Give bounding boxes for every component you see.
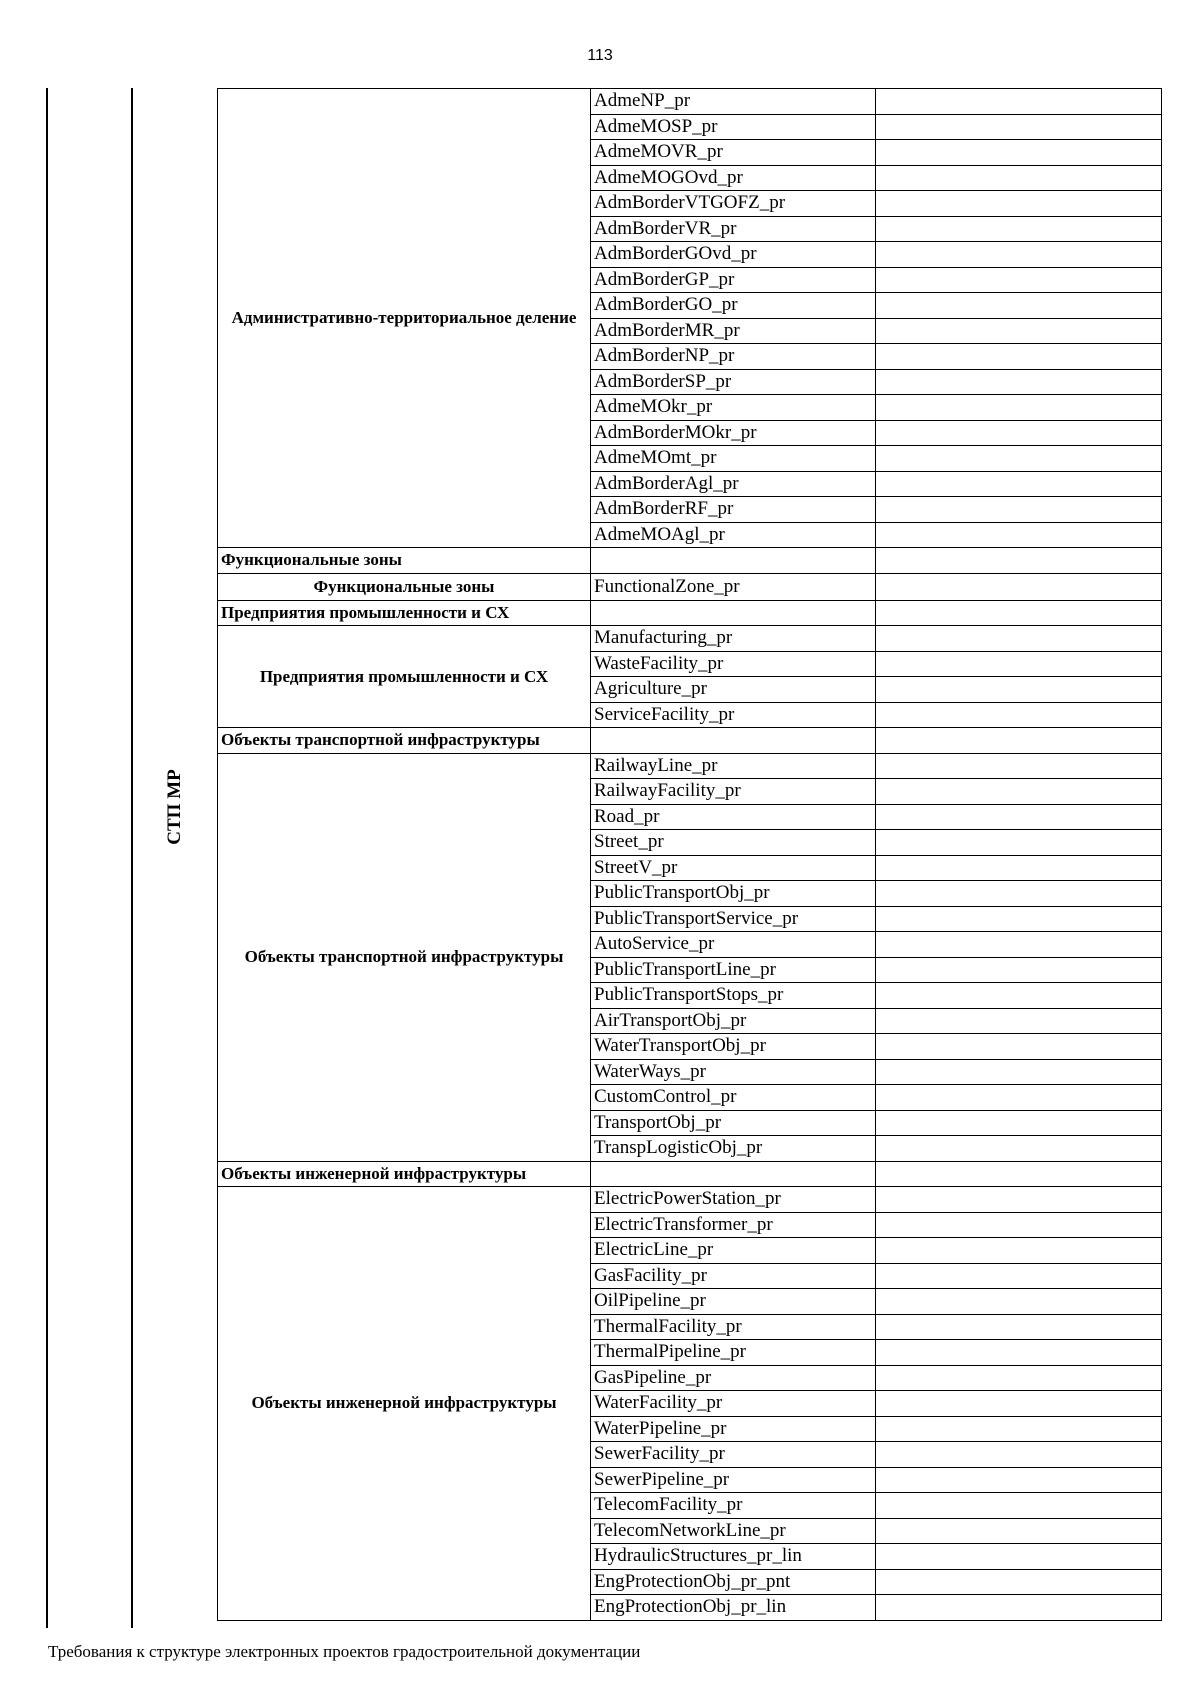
- layer-name: ServiceFacility_pr: [591, 702, 876, 728]
- layer-name: AdmeMOVR_pr: [591, 140, 876, 166]
- layer-name: ElectricPowerStation_pr: [591, 1187, 876, 1213]
- layer-name: AdmBorderGP_pr: [591, 267, 876, 293]
- category-empty-cell: [591, 548, 876, 574]
- layer-empty-cell: [876, 677, 1162, 703]
- layer-empty-cell: [876, 1544, 1162, 1570]
- layer-name: AdmBorderMR_pr: [591, 318, 876, 344]
- layer-empty-cell: [876, 1518, 1162, 1544]
- layer-row: [218, 89, 1162, 115]
- group-label: Административно-территориальное деление: [218, 89, 591, 548]
- layer-name: Road_pr: [591, 804, 876, 830]
- layer-empty-cell: [876, 1416, 1162, 1442]
- layer-empty-cell: [876, 1569, 1162, 1595]
- layer-empty-cell: [876, 522, 1162, 548]
- category-label: Функциональные зоны: [218, 548, 591, 574]
- layer-name: Manufacturing_pr: [591, 626, 876, 652]
- layer-name: AdmeMOSP_pr: [591, 114, 876, 140]
- layer-empty-cell: [876, 114, 1162, 140]
- layer-name: GasFacility_pr: [591, 1263, 876, 1289]
- layer-empty-cell: [876, 267, 1162, 293]
- layer-name: AdmeMOAgl_pr: [591, 522, 876, 548]
- layer-name: HydraulicStructures_pr_lin: [591, 1544, 876, 1570]
- category-empty-cell: [591, 600, 876, 626]
- layers-table-body: [218, 89, 1162, 1621]
- layer-empty-cell: [876, 702, 1162, 728]
- layer-name: AdmBorderRF_pr: [591, 497, 876, 523]
- layer-empty-cell: [876, 1442, 1162, 1468]
- category-empty-cell: [876, 1161, 1162, 1187]
- layer-name: WasteFacility_pr: [591, 651, 876, 677]
- layer-row: [218, 753, 1162, 779]
- category-row: [218, 1161, 1162, 1187]
- layer-name: WaterTransportObj_pr: [591, 1034, 876, 1060]
- layer-empty-cell: [876, 1187, 1162, 1213]
- layer-name: AutoService_pr: [591, 932, 876, 958]
- group-label: Функциональные зоны: [218, 573, 591, 600]
- layer-empty-cell: [876, 753, 1162, 779]
- category-empty-cell: [591, 728, 876, 754]
- layer-name: AdmBorderVTGOFZ_pr: [591, 191, 876, 217]
- layer-name: AdmBorderVR_pr: [591, 216, 876, 242]
- layer-name: EngProtectionObj_pr_pnt: [591, 1569, 876, 1595]
- layer-name: EngProtectionObj_pr_lin: [591, 1595, 876, 1621]
- category-row: [218, 600, 1162, 626]
- layer-name: GasPipeline_pr: [591, 1365, 876, 1391]
- layer-empty-cell: [876, 344, 1162, 370]
- layer-empty-cell: [876, 420, 1162, 446]
- layer-name: AdmBorderGOvd_pr: [591, 242, 876, 268]
- category-empty-cell: [876, 548, 1162, 574]
- layer-name: WaterFacility_pr: [591, 1391, 876, 1417]
- layer-name: PublicTransportLine_pr: [591, 957, 876, 983]
- layer-row: [218, 1187, 1162, 1213]
- layer-empty-cell: [876, 1340, 1162, 1366]
- layer-name: PublicTransportObj_pr: [591, 881, 876, 907]
- layer-name: RailwayFacility_pr: [591, 779, 876, 805]
- layer-empty-cell: [876, 1034, 1162, 1060]
- layer-empty-cell: [876, 216, 1162, 242]
- layer-empty-cell: [876, 906, 1162, 932]
- layer-empty-cell: [876, 1391, 1162, 1417]
- layer-name: ThermalPipeline_pr: [591, 1340, 876, 1366]
- layer-empty-cell: [876, 369, 1162, 395]
- layer-empty-cell: [876, 191, 1162, 217]
- layer-name: AdmBorderAgl_pr: [591, 471, 876, 497]
- layer-empty-cell: [876, 573, 1162, 600]
- layer-empty-cell: [876, 1493, 1162, 1519]
- category-row: [218, 548, 1162, 574]
- layer-name: OilPipeline_pr: [591, 1289, 876, 1315]
- group-label: Объекты инженерной инфраструктуры: [218, 1187, 591, 1621]
- layers-table: [217, 88, 1162, 1621]
- layer-empty-cell: [876, 830, 1162, 856]
- layer-empty-cell: [876, 318, 1162, 344]
- layer-name: CustomControl_pr: [591, 1085, 876, 1111]
- category-empty-cell: [591, 1161, 876, 1187]
- layer-empty-cell: [876, 1289, 1162, 1315]
- layer-empty-cell: [876, 1212, 1162, 1238]
- layer-name: TranspLogisticObj_pr: [591, 1136, 876, 1162]
- layer-name: AdmBorderNP_pr: [591, 344, 876, 370]
- layer-name: PublicTransportService_pr: [591, 906, 876, 932]
- layer-empty-cell: [876, 1085, 1162, 1111]
- layer-empty-cell: [876, 651, 1162, 677]
- category-label: Предприятия промышленности и СХ: [218, 600, 591, 626]
- group-label: Предприятия промышленности и СХ: [218, 626, 591, 728]
- page-number: 113: [587, 47, 613, 64]
- layer-empty-cell: [876, 626, 1162, 652]
- layer-name: SewerFacility_pr: [591, 1442, 876, 1468]
- layer-name: StreetV_pr: [591, 855, 876, 881]
- layer-empty-cell: [876, 957, 1162, 983]
- category-empty-cell: [876, 728, 1162, 754]
- layer-row: [218, 626, 1162, 652]
- layer-name: AdmBorderMOkr_pr: [591, 420, 876, 446]
- layer-empty-cell: [876, 293, 1162, 319]
- layer-name: AirTransportObj_pr: [591, 1008, 876, 1034]
- layer-empty-cell: [876, 446, 1162, 472]
- layer-name: Agriculture_pr: [591, 677, 876, 703]
- layer-name: AdmeMOmt_pr: [591, 446, 876, 472]
- layer-name: PublicTransportStops_pr: [591, 983, 876, 1009]
- layer-empty-cell: [876, 855, 1162, 881]
- layer-empty-cell: [876, 804, 1162, 830]
- category-label: Объекты транспортной инфраструктуры: [218, 728, 591, 754]
- footer-text: Требования к структуре электронных проектов градостроительной документации: [48, 1642, 641, 1661]
- layer-empty-cell: [876, 165, 1162, 191]
- layer-name: AdmBorderGO_pr: [591, 293, 876, 319]
- layer-empty-cell: [876, 497, 1162, 523]
- layer-empty-cell: [876, 1110, 1162, 1136]
- layer-empty-cell: [876, 1314, 1162, 1340]
- layer-empty-cell: [876, 1136, 1162, 1162]
- layer-name: ElectricLine_pr: [591, 1238, 876, 1264]
- layer-name: FunctionalZone_pr: [591, 573, 876, 600]
- side-label: СТП МР: [164, 769, 185, 845]
- group-label: Объекты транспортной инфраструктуры: [218, 753, 591, 1161]
- layer-empty-cell: [876, 932, 1162, 958]
- layer-empty-cell: [876, 1008, 1162, 1034]
- layer-empty-cell: [876, 471, 1162, 497]
- layer-name: ThermalFacility_pr: [591, 1314, 876, 1340]
- layer-empty-cell: [876, 779, 1162, 805]
- layer-name: AdmeNP_pr: [591, 89, 876, 115]
- layer-name: TransportObj_pr: [591, 1110, 876, 1136]
- layer-name: Street_pr: [591, 830, 876, 856]
- layer-name: ElectricTransformer_pr: [591, 1212, 876, 1238]
- layer-empty-cell: [876, 395, 1162, 421]
- layer-name: AdmBorderSP_pr: [591, 369, 876, 395]
- layer-row: [218, 573, 1162, 600]
- layer-name: TelecomNetworkLine_pr: [591, 1518, 876, 1544]
- layer-empty-cell: [876, 983, 1162, 1009]
- layer-empty-cell: [876, 140, 1162, 166]
- layer-empty-cell: [876, 1595, 1162, 1621]
- layer-empty-cell: [876, 242, 1162, 268]
- left-border-line: [46, 88, 48, 1628]
- category-label: Объекты инженерной инфраструктуры: [218, 1161, 591, 1187]
- layer-empty-cell: [876, 881, 1162, 907]
- layer-name: AdmeMOkr_pr: [591, 395, 876, 421]
- inner-border-line: [131, 88, 133, 1628]
- layer-empty-cell: [876, 1238, 1162, 1264]
- layer-name: TelecomFacility_pr: [591, 1493, 876, 1519]
- layer-name: WaterPipeline_pr: [591, 1416, 876, 1442]
- layer-empty-cell: [876, 1467, 1162, 1493]
- layer-empty-cell: [876, 1263, 1162, 1289]
- category-row: [218, 728, 1162, 754]
- layer-name: RailwayLine_pr: [591, 753, 876, 779]
- layer-empty-cell: [876, 1365, 1162, 1391]
- layer-name: SewerPipeline_pr: [591, 1467, 876, 1493]
- layer-empty-cell: [876, 1059, 1162, 1085]
- layer-name: AdmeMOGOvd_pr: [591, 165, 876, 191]
- layer-empty-cell: [876, 89, 1162, 115]
- category-empty-cell: [876, 600, 1162, 626]
- layer-name: WaterWays_pr: [591, 1059, 876, 1085]
